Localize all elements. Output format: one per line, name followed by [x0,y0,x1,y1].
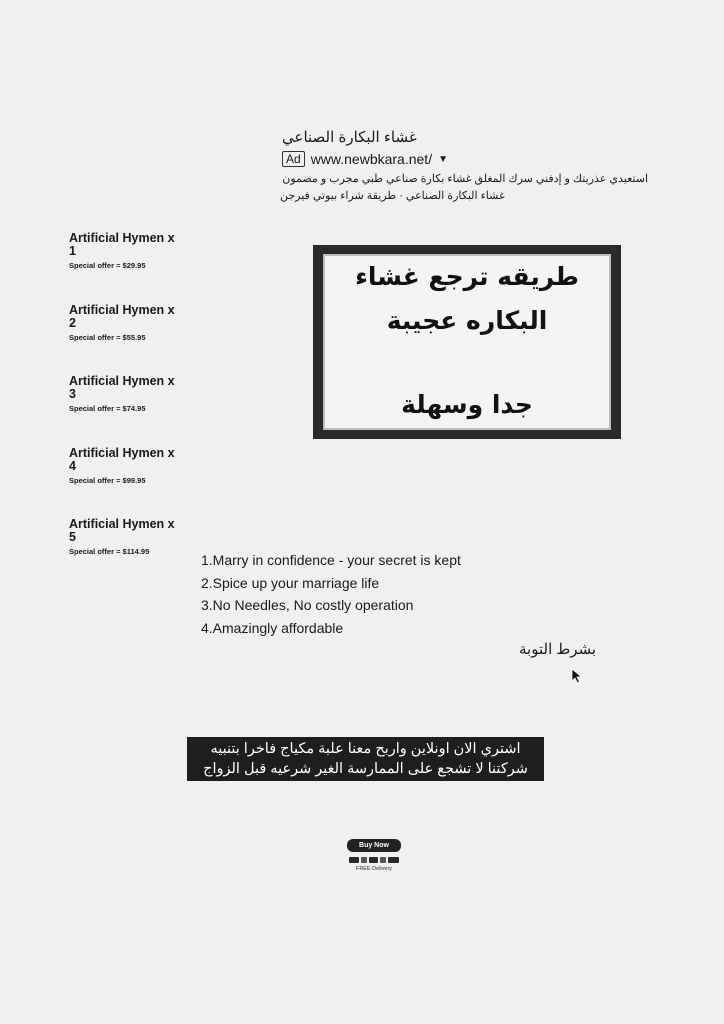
paypal-icon [369,857,378,863]
banner-line-1: طريقه ترجع غشاء [355,262,579,291]
benefit-item: 3.No Needles, No costly operation [201,597,414,613]
banner-image [313,245,621,439]
payment-icons [338,857,410,863]
product-list [69,232,179,590]
banner-inner [323,254,611,430]
notice-line-2: شركتنا لا تشجع على الممارسة الغير شرعيه قبل الزواج [203,761,528,777]
mastercard-icon [361,857,367,863]
ad-sitelinks[interactable]: غشاء البكارة الصناعي · طريقة شراء بيوتي فيرجن [280,190,505,202]
ad-description: استعيدي عذريتك و إدفني سرك المغلق غشاء بكارة صناعي طبي مجرب و مضمون [282,173,648,185]
ad-title[interactable]: غشاء البكارة الصناعي [282,129,417,146]
card-icon [388,857,399,863]
product-name: Artificial Hymen x 5 [69,517,175,544]
ad-url-row [282,151,448,167]
ad-url-link[interactable]: www.newbkara.net/ [310,151,433,167]
product-offer: Special offer = $29.95 [69,261,146,270]
benefit-item: 1.Marry in confidence - your secret is kept [201,552,461,568]
delivery-label: FREE Delivery [355,866,393,872]
benefit-item: 4.Amazingly affordable [201,619,344,636]
buy-section [338,834,410,872]
visa-icon [349,857,359,863]
benefits-list [201,549,461,639]
product-name: Artificial Hymen x 2 [69,302,175,330]
benefit-item: 2.Spice up your marriage life [201,574,380,591]
product-item[interactable] [69,232,179,304]
product-item[interactable] [69,304,179,376]
mouse-pointer-icon [571,668,583,684]
notice-banner [187,737,544,781]
buy-now-button[interactable]: Buy Now [347,839,401,852]
product-offer: Special offer = $55.95 [69,332,146,342]
product-item[interactable] [69,447,179,519]
product-name: Artificial Hymen x 3 [69,374,175,401]
ad-badge: Ad [282,151,305,167]
notice-line-1: اشتري الان اونلاين واربح معنا علبة مكياج فاخرا بتنبيه [210,741,521,757]
product-name: Artificial Hymen x 1 [69,231,175,258]
amex-icon [380,857,386,863]
product-offer: Special offer = $99.95 [69,475,146,485]
product-offer: Special offer = $74.95 [69,404,146,413]
caret-down-icon[interactable]: ▼ [438,153,448,165]
product-item[interactable] [69,518,179,590]
banner-line-2: البكاره عجيبة [386,306,548,335]
condition-text: بشرط التوبة [519,641,597,658]
banner-line-3: جدا وسهلة [401,390,533,419]
product-item[interactable] [69,375,179,447]
product-name: Artificial Hymen x 4 [69,445,175,473]
product-offer: Special offer = $114.95 [69,547,150,556]
